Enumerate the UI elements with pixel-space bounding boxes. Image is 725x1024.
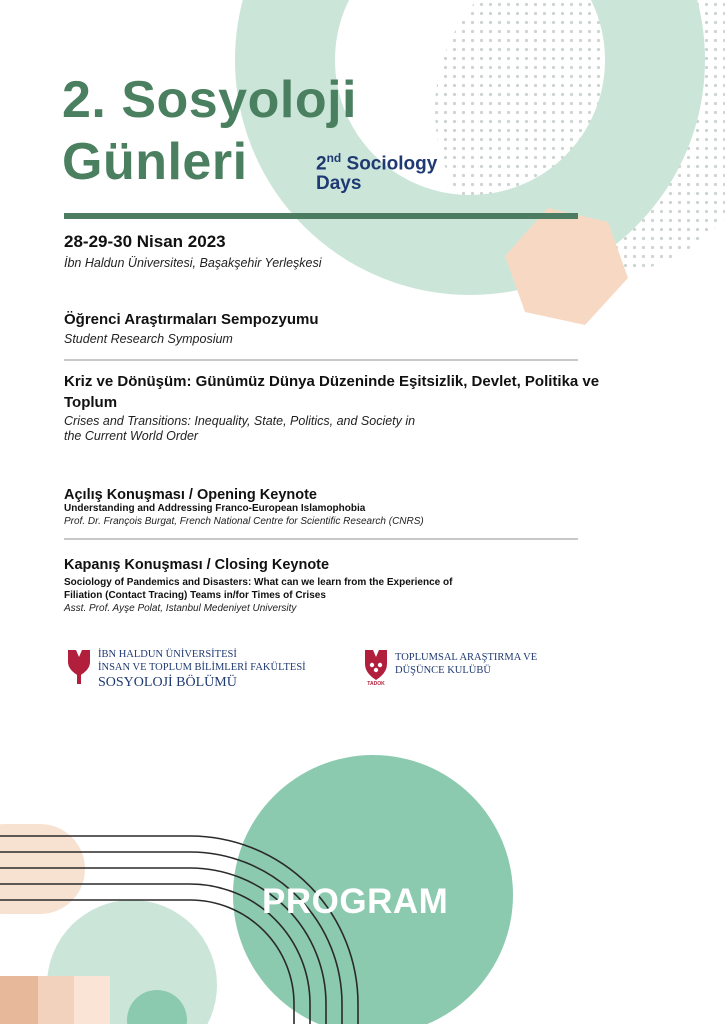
club-logo-line2: DÜŞÜNCE KULÜBÜ — [395, 665, 491, 676]
divider-2 — [64, 538, 578, 540]
english-title — [316, 148, 437, 194]
closing-keynote-title: Kapanış Konuşması / Closing Keynote — [64, 557, 330, 573]
department-logo-line3: SOSYOLOJİ BÖLÜMÜ — [98, 675, 237, 690]
english-title-line2: Days — [316, 173, 362, 195]
club-logo-line1: TOPLUMSAL ARAŞTIRMA VE — [395, 652, 538, 663]
color-block-2 — [38, 976, 74, 1024]
event-date: 28-29-30 Nisan 2023 — [64, 232, 226, 251]
program-label: PROGRAM — [262, 882, 449, 921]
opening-keynote-speaker: Prof. Dr. François Burgat, French National Centre for Scientific Research (CNRS) — [64, 516, 424, 527]
divider-1 — [64, 359, 578, 361]
title-divider — [64, 213, 578, 219]
color-block-1 — [0, 976, 38, 1024]
english-title-number: 2 — [316, 153, 327, 175]
english-title-line1: Sociology — [346, 153, 438, 175]
color-block-3 — [74, 976, 110, 1024]
english-title-suffix: nd — [326, 151, 342, 165]
opening-keynote-title: Açılış Konuşması / Opening Keynote — [64, 487, 317, 503]
main-title-line2: Günleri — [62, 133, 248, 191]
department-logo-line2: İNSAN VE TOPLUM BİLİMLERİ FAKÜLTESİ — [98, 662, 306, 673]
university-emblem-icon — [66, 648, 92, 686]
theme-title: Kriz ve Dönüşüm: Günümüz Dünya Düzeninde Eşitsizlik, Devlet, Politika ve Toplum — [64, 373, 600, 411]
main-title-line1: 2. Sosyoloji — [62, 71, 357, 129]
opening-keynote-talk: Understanding and Addressing Franco-European Islamophobia — [64, 503, 366, 514]
department-logo-line1: İBN HALDUN ÜNİVERSİTESİ — [98, 649, 237, 660]
club-badge-text: TADOK — [367, 681, 385, 687]
event-venue: İbn Haldun Üniversitesi, Başakşehir Yerleşkesi — [64, 256, 322, 270]
theme-subtitle: Crises and Transitions: Inequality, State, Politics, and Society in the Current World Order — [64, 414, 416, 443]
club-logo — [363, 648, 563, 692]
department-logo — [66, 648, 326, 696]
symposium-subtitle: Student Research Symposium — [64, 332, 233, 346]
closing-keynote-talk: Sociology of Pandemics and Disasters: What can we learn from the Experience of Filiation (Contact Tracing) Teams in/for Times of Crises — [64, 577, 453, 601]
closing-keynote-speaker: Asst. Prof. Ayşe Polat, Istanbul Medeniyet University — [64, 603, 297, 614]
symposium-title: Öğrenci Araştırmaları Sempozyumu — [64, 311, 319, 328]
